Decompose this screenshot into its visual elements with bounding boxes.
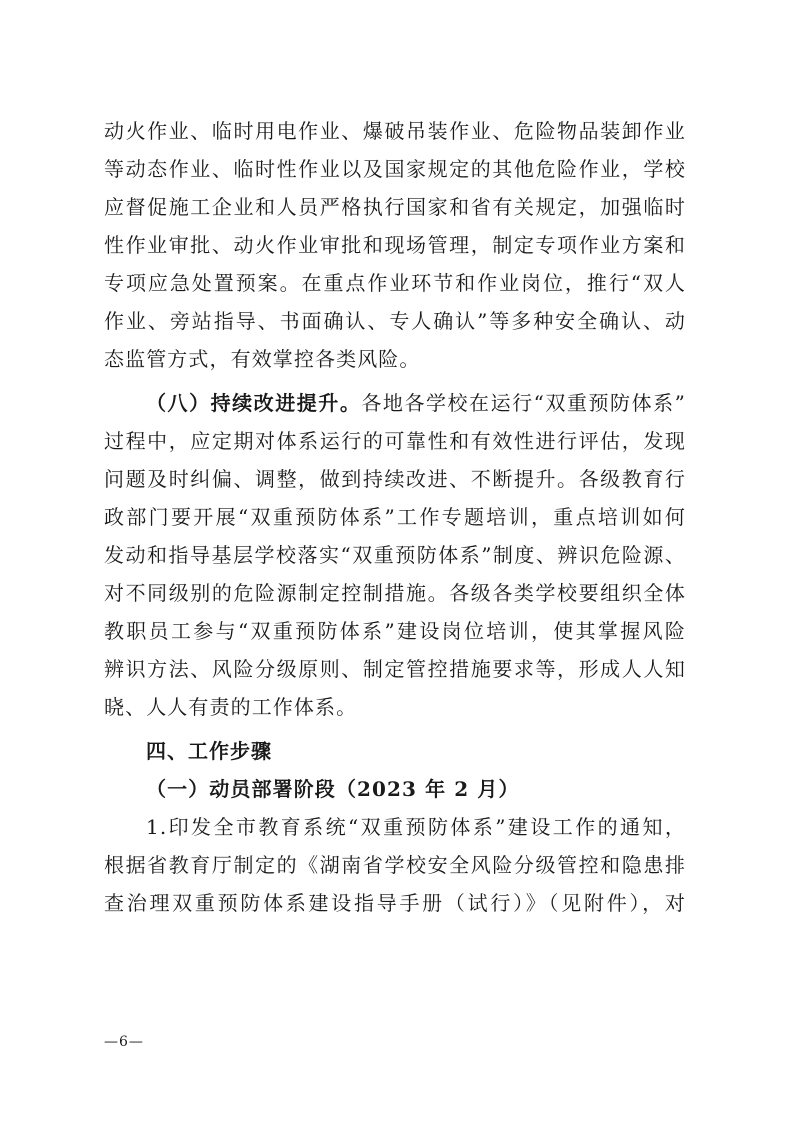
sub-heading: （一）动员部署阶段（2023 年 2 月） (146, 777, 520, 801)
text-line: 性作业审批、动火作业审批和现场管理，制定专项作业方案和 (104, 233, 686, 257)
paragraph-3 (104, 808, 686, 922)
paragraph-heading: （八）持续改进提升。 (146, 391, 362, 415)
text-line: 查治理双重预防体系建设指导手册（试行）》（见附件），对 (104, 891, 686, 915)
text-line: 教职员工参与“双重预防体系”建设岗位培训，使其掌握风险 (104, 619, 686, 643)
section-heading-block (104, 732, 686, 770)
paragraph-2 (104, 384, 686, 726)
text-line: 动火作业、临时用电作业、爆破吊装作业、危险物品装卸作业 (104, 119, 686, 143)
text-line: 对不同级别的危险源制定控制措施。各级各类学校要组织全体 (104, 581, 686, 605)
text-line: 问题及时纠偏、调整，做到持续改进、不断提升。各级教育行 (104, 467, 686, 491)
sub-heading-block (104, 770, 686, 808)
text-line: 作业、旁站指导、书面确认、专人确认”等多种安全确认、动 (104, 309, 686, 333)
text-line: 辨识方法、风险分级原则、制定管控措施要求等，形成人人知 (104, 657, 686, 681)
text-line (104, 384, 686, 422)
text-line: 1.印发全市教育系统“双重预防体系”建设工作的通知， (146, 815, 686, 839)
text-line: 应督促施工企业和人员严格执行国家和省有关规定，加强临时 (104, 195, 686, 219)
text-line: 根据省教育厅制定的《湖南省学校安全风险分级管控和隐患排 (104, 853, 686, 877)
text-line: 政部门要开展“双重预防体系”工作专题培训，重点培训如何 (104, 505, 686, 529)
paragraph-first-line: 各地各学校在运行“双重预防体系” (361, 391, 686, 415)
body-text (104, 112, 686, 922)
text-line: 过程中，应定期对体系运行的可靠性和有效性进行评估，发现 (104, 429, 686, 453)
text-line: 发动和指导基层学校落实“双重预防体系”制度、辨识危险源、 (104, 543, 686, 567)
page-number: —6— (104, 1034, 144, 1050)
paragraph-1 (104, 112, 686, 378)
text-line: 晓、人人有责的工作体系。 (104, 695, 358, 719)
section-heading: 四、工作步骤 (146, 739, 272, 763)
text-line: 专项应急处置预案。在重点作业环节和作业岗位，推行“双人 (104, 271, 686, 295)
text-line: 态监管方式，有效掌控各类风险。 (104, 347, 421, 371)
text-line: 等动态作业、临时性作业以及国家规定的其他危险作业，学校 (104, 157, 686, 181)
